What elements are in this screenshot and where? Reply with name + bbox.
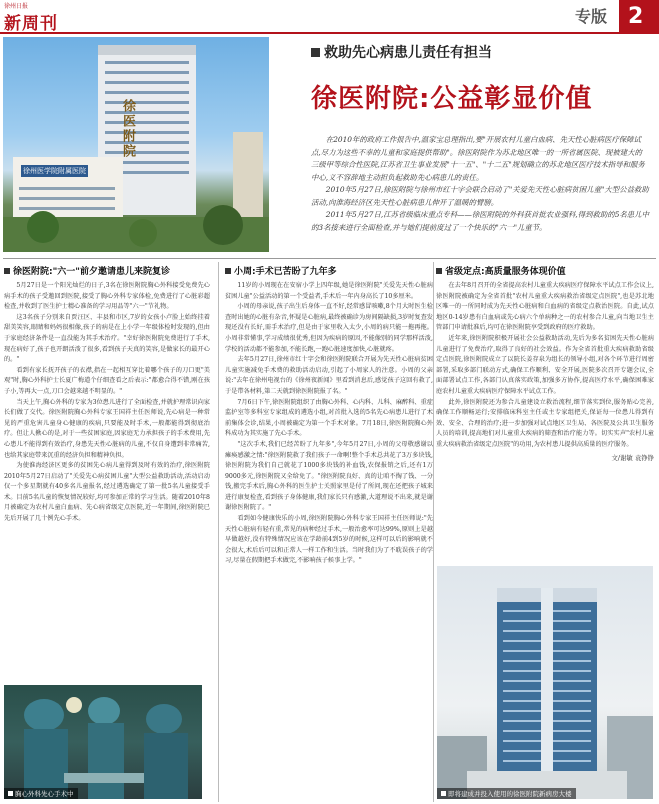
article-column-2 <box>225 264 433 567</box>
paragraph: 这3名孩子分别来自贾汪区、丰县和市区,7岁的女孩小卢脸上始终挂着甜美笑容,眼睛和妈妈很相像,孩子的病是在上小学一年级体检时发现的,但由于家庭经济条件是一直没能为其手术治疗。"幸好徐医附院免费进行了手术,现在病好了,孩子也开朗活泼了很多,看到孩子天真的笑容,是做家长的最开心的。" <box>4 313 210 364</box>
page-headline: 徐医附院:公益彰显价值 <box>311 84 593 114</box>
paragraph: 近年来,徐医附院积极开展社会公益救助活动,先后为多名贫困先天性心脏病儿童进行了免费治疗,取得了良好的社会效益。作为全省首批重大疾病救助省级定点医院,徐医附院成立了以院长姜存泉为组长的领导小组,对各个环节进行周密部署,采取多部门联动方式,确保工作顺利、安全开展,医院多次召开专题会议,全面部署试点工作,各部门认真落实政策,加强多方协作,提高医疗水平,确保困难家庭农村儿童重大疾病医疗保障水平试点工作。 <box>436 334 654 395</box>
article-column-3 <box>436 264 654 462</box>
horizontal-divider <box>3 258 656 259</box>
page-corner-badge <box>619 0 659 34</box>
byline: 文/谢敏 袁铮铮 <box>611 453 654 462</box>
paragraph: 此外,徐医附院还为参合儿童建设立救治流程,细节落实到位,服务贴心完善,确保工作顺畅运行;安排临床科室主任或主专家组把关,保证每一位患儿得到有效、安全、合理的治疗;进一步加强对试点地区卫生局、各医院及公共卫生服务人员的培训,提高地们对儿童重大疾病的筛查和治疗能力等。切实实声"农村儿童重大疾病救治省级定点医院"的功用,为农村患儿提供高质量的医疗服务。 <box>436 398 654 448</box>
column-heading <box>225 264 433 277</box>
paragraph: 小周的母亲说,孩子出生后身体一直不好,经常感冒咳嗽,8个月大时医生检查时出她的心脏有杂音,怀疑是心脏病,最终被确诊为房间隔缺损,3岁时复查发现还没有长好,需手术治疗,但是由于家里收入太少,小周的病只能一拖再拖。小周非常懂事,学习成绩很优秀,但因为疾病的原因,不能像别的同学那样活泼,学校的活动都不能参加,不能长跑,一跑心脏速度加快,心脏就疼。 <box>225 303 433 353</box>
page-header <box>0 0 659 34</box>
bullet-square-icon <box>8 791 13 796</box>
bullet-square-icon <box>436 268 442 274</box>
column-divider <box>218 262 219 802</box>
bullet-square-icon <box>225 268 231 274</box>
photo-caption-text: 胸心外科先心手术中 <box>15 790 74 798</box>
masthead-logo: 新周刊 <box>4 14 58 34</box>
paragraph: 去年5月27日,徐州市红十字会和徐医附院联合开展为先天性心脏病贫困儿童实施减免手术费的救助活动启动,引起了小周家人的注意。小周的父亲说:"去年在徐州电视台的《徐州夜新闻》里看到消息后,感觉孩子这回有救了,于是带各材料,第二天就到徐医附院报了名。" <box>225 356 433 395</box>
article-column-1 <box>4 264 210 525</box>
paragraph: "这次手术,我们已经苦盼了九年多",今年5月27日,小周的父母敬感谢以瘫痪感激之情:"徐医附院救了我们孩子一命啊!整个手术总共花了3万多块钱,徐医附院为我们自己就花了1000多块钱的补血钱,农保报销之后,还有1万9000多元,徐医附院又全给免了。"徐医附院良好、真的让咱不掏了钱、一分钱,搬完手术后,胸心外科的医生护士关照家里是付了所问,现在还把孩子城来进行康复检查,看到孩子身体健康,我们家长只有感激,大道理说不出来,就是谢谢徐医附院了。" <box>225 440 433 512</box>
column-heading-text: 小周:手术已苦盼了九年多 <box>234 267 337 277</box>
column-heading-text: 徐医附院:"六一"前夕邀请患儿来院复诊 <box>13 267 170 277</box>
paragraph: 11岁的小周现在在安宿小学上四年级,她是徐医附院"关爱先天性心脏病贫困儿童"公益活动的第一个受益者,手术后一年内身高长了10多厘米。 <box>225 282 433 300</box>
lead-paragraph: 2010年5月27日,徐医附院与徐州市红十字会联合启动了"关爱先天性心脏病贫困儿童"大型公益救助活动,向淮海经济区先天性心脏病患儿伸开了温暖的臂膀。 <box>311 185 649 207</box>
photo-caption <box>4 788 78 799</box>
photo-caption <box>437 788 576 799</box>
hospital-sign: 徐医附院 <box>120 99 135 159</box>
paragraph: 在去年8月召开的全省提高农村儿童重大疾病医疗保障水平试点工作会议上,徐医附院被确定为全省首批"农村儿童重大疾病救治省级定点医院",也是苏北地区唯一的一所同时成为先天性心脏病和白血病的省级定点救治医院。自此,试点地区0-14岁患有白血病或先心病六个单病种之一的农村参合儿童,向当地卫生主管部门申请批准后,均可在徐医附院享受到政府的医疗救助。 <box>436 282 654 332</box>
paper-name: 徐州日报 <box>4 3 29 10</box>
column-heading-text: 省级定点:高质量服务体现价值 <box>445 267 566 277</box>
paragraph: 为使淮海经济区更多的贫困先心病儿童得到及时有效的治疗,徐医附院2010年5月27日启动了"关爱先心病贫困儿童"大型公益救助活动,活动启动仅一个多星期就有40多名儿童报名,经过遴选确定了第一批5名儿童接受手术。目前5名儿童的恢复情况较好,均可参加正常的学习生活。随着2010年8月被确定为农村儿童白血病、先心病省级定点医院,近一年期间,徐医附院已先后开展了几十例先心手术。 <box>4 462 210 523</box>
column-heading <box>436 264 654 277</box>
lead-paragraph: 在2010年的政府工作报告中,温家宝总理指出,要"开展农村儿童白血病、先天性心脏病医疗保障试点,尽力为这些不幸的儿童和家庭提供帮助"。徐医附院作为苏北地区唯一的一所省属医院、现被建大的三级甲等综合性医院,江苏省卫生事业发展"十一五"、"十二五"规划确立的苏北地区医疗技术指导和服务中心,义不容辞地主动担负起救助先心病患儿的责任。 <box>311 135 645 182</box>
hospital-exterior-photo <box>3 37 269 252</box>
lead-paragraphs <box>311 134 649 234</box>
kicker-text: 救助先心病患儿责任有担当 <box>324 45 492 61</box>
lead-paragraph: 2011年5月27日,江苏省级临床重点专科——徐医附院的外科获首批农业强科,得到救助的5名患儿中的3名接来进行全面检查,并与她们提前度过了一个快乐的"六一"儿童节。 <box>311 210 649 232</box>
page-corner-glyph: 2 <box>628 4 644 29</box>
surgery-photo <box>4 685 202 799</box>
column-heading <box>4 264 210 277</box>
bullet-square-icon <box>441 791 446 796</box>
section-label: 专版 <box>574 7 607 26</box>
paragraph: 当天上午,胸心外科的专家为3位患儿进行了全面检查,并就护理常识向家长们做了交代。徐医附院胸心外科专家王国祥主任医师说,先心病是一种常见的严重危害儿童身心健康的疾病,只要能及时手术,一般都能得到彻底治疗。但让人揪心的是,对于一些贫困家庭,因家庭无力承担孩子的手术费用,先心患儿不能得到有效治疗,身患先天性心脏病的儿童,不仅自身遭到非常痛苦,也给其家庭带来沉重的经济负担和精神负担。 <box>4 398 210 459</box>
paragraph: 看到如今健康快乐的小周,徐医附院胸心外科专家王国祥主任医师说:"先天性心脏病有轻有重,常见的病种经过手术,一般治愈率可达99%,原则上是越早做越好,没有特殊情况应该在学龄前4到5岁的时候,这样可以后的影响就不会很大,术后后可以和正常人一样工作和生活。当时我们为了不耽误孩子的学习,尽量在假期把手术做完,不影响孩子候事上学。" <box>225 515 433 565</box>
bullet-square-icon <box>311 48 320 57</box>
bullet-square-icon <box>4 268 10 274</box>
new-ward-building-photo <box>437 566 653 799</box>
photo-caption-text: 即将建成并投入使用的徐医附院新病房大楼 <box>448 790 572 798</box>
paragraph: 7月6日下午,徐医附院组织了由胸心外科、心内科、儿科、麻醉科、重症监护室等多科室专家组成的遴选小组,对首批入选的5名先心病患儿进行了术前集体会诊,结果,小周被确定为第一个手术对象。7月18日,徐医附院胸心外科成功为其实施了先心手术。 <box>225 398 433 438</box>
column-divider <box>433 262 434 802</box>
paragraph: 5月27日是一个阳光灿烂的日子,3名在徐医附院胸心外科接受免费先心病手术的孩子受邀回到医院,接受了胸心外科专家体检,免费进行了心脏彩超检查,并收到了医生护士精心准备的学习用品等"六一"节礼物。 <box>4 282 210 311</box>
hospital-sign-small: 徐州医学院附属医院 <box>23 167 86 175</box>
kicker-heading <box>311 42 492 62</box>
paragraph: 看到有家长抚开孩子的衣襟,指在一起相互穿比着哪个孩子的刀口更"美观"时,胸心外科护士长夏广梅道个仔细查看之后表示:"都愈合得不错,刚在孩子小,等再大一点,刀口会越来越不明显的。" <box>4 366 210 395</box>
